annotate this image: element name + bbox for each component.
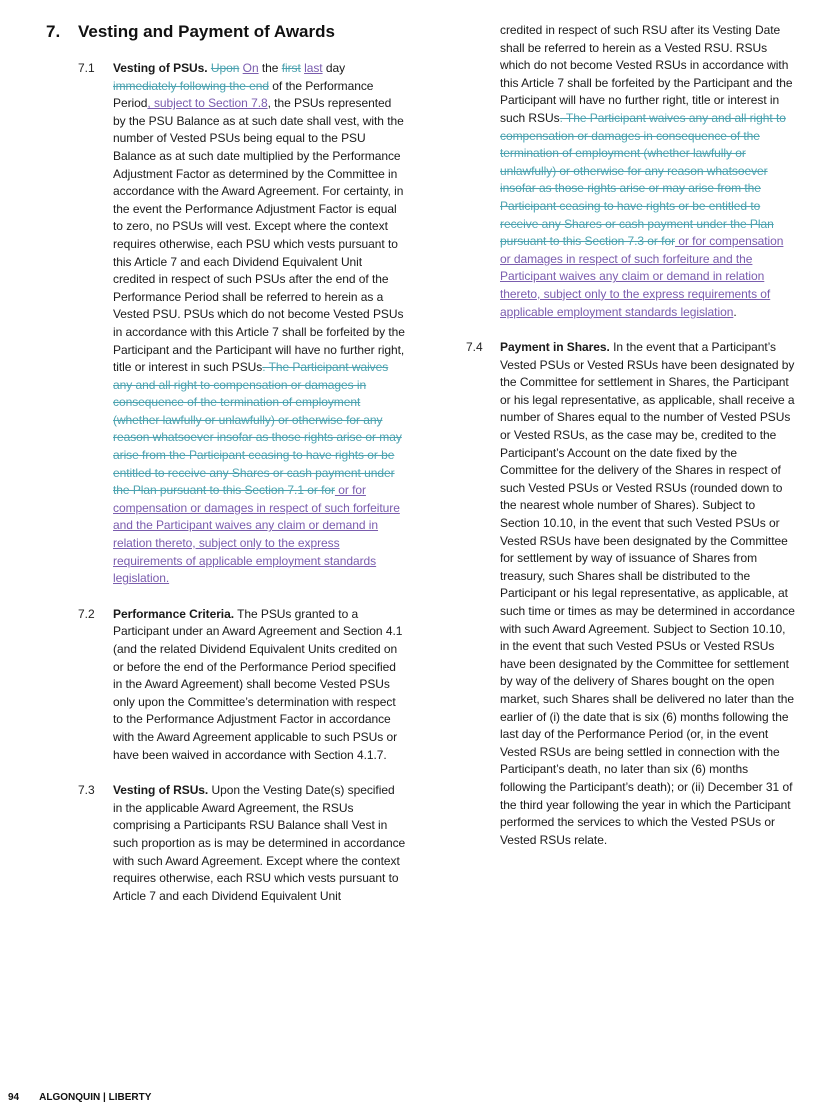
- clause-number: 7.2: [78, 606, 95, 621]
- clause-7-1: [46, 60, 406, 588]
- deleted-text: Upon: [210, 61, 240, 75]
- clause-7-4: [466, 339, 796, 849]
- deleted-text: immediately following the end: [113, 78, 269, 93]
- clause-lead: Performance Criteria.: [113, 606, 235, 621]
- clause-text: credited in respect of such RSU after its Vesting Date shall be referred to herein as a Vested RSU. RSUs which do not become Vested RSUs in accordance with this Article 7 shall be forfeited by the Participant and the Participant will have no further right, title or interest in such RSUs: [500, 23, 793, 125]
- clause-lead: Vesting of RSUs.: [113, 783, 209, 798]
- right-column: [466, 22, 796, 867]
- inserted-text: or for compensation or damages in respect of such forfeiture and the Participant waives any claim or demand in relation thereto, subject only to the express requirements of applicable employment standards legislation.: [113, 483, 400, 586]
- section-heading: [46, 22, 406, 42]
- deleted-text: . The Participant waives any and all right to compensation or damages in consequence of the termination of employment (whether lawfully or unlawfully) or otherwise for any reason whatsoever insofar as those rights arise or may arise from the Participant ceasing to have rights or be entitled to receive any Shares or cash payment under the Plan pursuant to this Section 7.3 or for: [500, 110, 786, 249]
- clause-text: , the PSUs represented by the PSU Balance as at such date shall vest, with the number of Vested PSUs being equal to the PSU Balance as at such date multiplied by the Performance Adjustment Factor as determined by the Committee in accordance with the Award Agreement. For certainty, in the event the Performance Adjustment Factor is equal to zero, no PSUs will vest. Except where the context requires otherwise, each PSU which vests pursuant to this Article 7 and each Dividend Equivalent Unit credited in respect of such PSUs after the end of the Performance Period shall be referred to herein as a Vested PSU. PSUs which do not become Vested PSUs in accordance with this Article 7 shall be forfeited by the Participant and the Participant will have no further right, title or interest in such PSUs: [113, 96, 405, 375]
- clause-lead: Payment in Shares.: [500, 340, 610, 355]
- page-number: 94: [8, 1092, 20, 1103]
- clause-7-3-continued: [466, 22, 796, 321]
- clause-text: .: [733, 304, 737, 319]
- clause-7-3: [46, 782, 406, 905]
- section-title: Vesting and Payment of Awards: [78, 22, 335, 41]
- clause-text: the: [258, 61, 282, 75]
- clause-text: Upon the Vesting Date(s) specified in the applicable Award Agreement, the RSUs comprising a Participants RSU Balance shall Vest in such proportion as is may be determined in accordance with such Award Agreement. Except where the context requires otherwise, each RSU which vests pursuant to Article 7 and each Dividend Equivalent Unit: [113, 783, 406, 903]
- left-column: [46, 22, 406, 923]
- clause-body: [113, 782, 406, 905]
- clause-body: [113, 60, 406, 588]
- clause-text: In the event that a Participant’s Vested PSUs or Vested RSUs have been designated by the Committee for settlement in Shares, the Participant or his legal representative, as applicable, shall receive a number of Shares equal to the number of Vested PSUs or Vested RSUs, as the case may be, credited to the Participant’s Account on the date fixed by the Committee for the delivery of the Shares in respect of such Vested PSUs or Vested RSUs (rounded down to the nearest whole number of Shares). Subject to Section 10.10, in the event that such Vested PSUs or Vested RSUs have been designated by the Committee for settlement by way of issuance of Shares from treasury, such Shares shall be distributed to the Participant or his legal representative, as applicable, at such time or times as may be determined in accordance with such Award Agreement. Subject to Section 10.10, in the event that such Vested PSUs or Vested RSUs have been designated by the Committee for settlement by way of the delivery of Shares bought on the open market, such Shares shall be delivered no later than the earlier of (i) the date that is six (6) months following the last day of the Performance Period (or, in the event Vested RSUs are being settled in connection with the Participant’s death, no later than six (6) months following the Participant’s death); or (ii) December 31 of the third year following the year in which the Participant performed the services to which the Vested PSUs or Vested RSUs relate.: [500, 340, 795, 847]
- deleted-text: . The Participant waives any and all right to compensation or damages in consequence of the termination of employment (whether lawfully or unlawfully) or otherwise for any reason whatsoever insofar as those rights arise or may arise from the Participant ceasing to have rights or be entitled to receive any Shares or cash payment under the Plan pursuant to this Section 7.1 or for: [113, 360, 402, 498]
- clause-number: 7.4: [466, 340, 483, 355]
- clause-text: day: [322, 61, 346, 75]
- inserted-text: or for compensation or damages in respect of such forfeiture and the Participant waives any claim or demand in relation thereto, subject only to the express requirements of applicable employment standards legislation: [500, 234, 784, 319]
- clause-number: 7.1: [78, 61, 95, 75]
- deleted-text: first: [281, 61, 301, 75]
- clause-body: [113, 606, 406, 764]
- page-footer: [8, 1092, 151, 1103]
- brand-name: ALGONQUIN | LIBERTY: [39, 1092, 152, 1103]
- clause-7-2: [46, 606, 406, 764]
- clause-body: [500, 339, 796, 849]
- inserted-text: On: [242, 61, 259, 75]
- clause-text: of the Performance Period: [113, 78, 374, 111]
- clause-lead: Vesting of PSUs.: [113, 61, 208, 75]
- section-number: 7.: [46, 22, 61, 41]
- inserted-text: , subject to Section 7.8: [147, 96, 268, 111]
- clause-number: 7.3: [78, 783, 95, 798]
- inserted-text: last: [304, 61, 323, 75]
- clause-text: The PSUs granted to a Participant under an Award Agreement and Section 4.1 (and the related Dividend Equivalent Units credited on or before the end of the Performance Period specified in the Award Agreement) shall become Vested PSUs only upon the Committee’s determination with respect to the Performance Adjustment Factor in accordance with the Award Agreement applicable to such PSUs or have been waived in accordance with Section 4.1.7.: [113, 606, 403, 762]
